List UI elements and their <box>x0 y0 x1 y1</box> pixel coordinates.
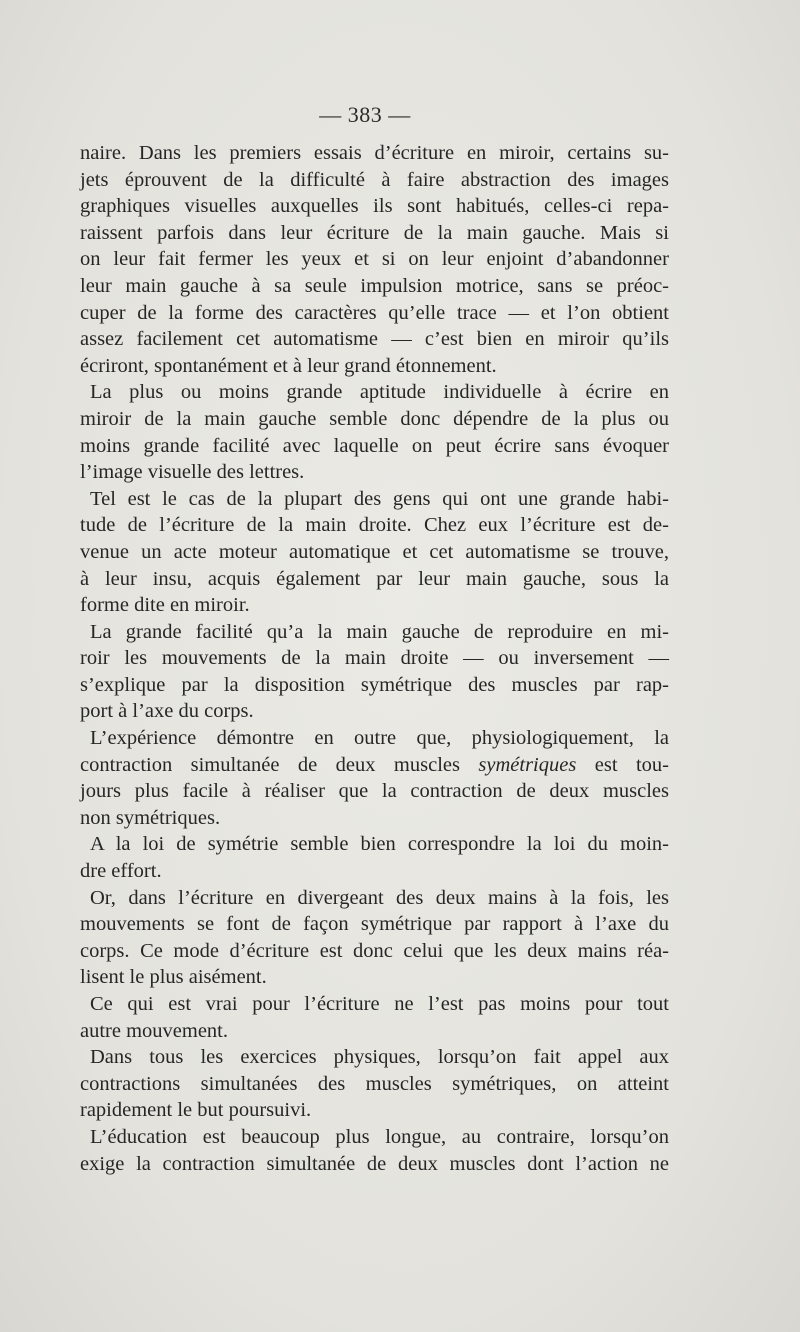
paragraph-7 <box>80 885 669 991</box>
text-line: A la loi de symétrie semble bien correspondre la loi du moin- <box>90 833 669 856</box>
text-line: à leur insu, acquis également par leur main gauche, sous la <box>80 567 669 590</box>
text-line: non symétriques. <box>80 806 221 829</box>
paragraph-6 <box>80 831 669 884</box>
text-line: miroir de la main gauche semble donc dépendre de la plus ou <box>80 407 669 430</box>
paragraph-8 <box>80 991 669 1044</box>
text-line: corps. Ce mode d’écriture est donc celui que les deux mains réa- <box>80 939 669 962</box>
text-line: jours plus facile à réaliser que la contraction de deux muscles <box>80 780 669 803</box>
text-line: autre mouvement. <box>80 1019 229 1042</box>
text-line-with-emphasis <box>80 752 669 779</box>
text-line: dre effort. <box>80 860 162 883</box>
text-line: l’image visuelle des lettres. <box>80 461 305 484</box>
text-segment: est tou- <box>576 753 669 776</box>
text-line: moins grande facilité avec laquelle on peut écrire sans évoquer <box>80 434 669 457</box>
text-segment: contraction simultanée de deux muscles <box>80 753 479 776</box>
paragraph-2 <box>80 379 669 485</box>
text-line: L’éducation est beaucoup plus longue, au contraire, lorsqu’on <box>90 1125 669 1148</box>
emphasis-text: symétriques <box>478 753 577 776</box>
text-line: Tel est le cas de la plupart des gens qui ont une grande habi- <box>90 487 669 510</box>
text-line: écriront, spontanément et à leur grand étonnement. <box>80 354 497 377</box>
text-line: venue un acte moteur automatique et cet automatisme se trouve, <box>80 540 669 563</box>
page-number: — 383 — <box>319 102 411 127</box>
paragraph-10 <box>80 1124 669 1177</box>
paragraph-3 <box>80 486 669 619</box>
text-line: exige la contraction simultanée de deux muscles dont l’action ne <box>80 1152 669 1175</box>
paragraph-4 <box>80 619 669 725</box>
text-line: naire. Dans les premiers essais d’écriture en miroir, certains su- <box>80 142 669 164</box>
text-line: jets éprouvent de la difficulté à faire abstraction des images <box>80 168 669 191</box>
text-line: rapidement le but poursuivi. <box>80 1099 312 1122</box>
text-line: Or, dans l’écriture en divergeant des deux mains à la fois, les <box>90 886 669 909</box>
body-text <box>80 140 669 1177</box>
text-line: Ce qui est vrai pour l’écriture ne l’est pas moins pour tout <box>90 993 669 1015</box>
text-line: graphiques visuelles auxquelles ils sont habitués, celles-ci repa- <box>80 195 669 218</box>
text-line: lisent le plus aisément. <box>80 966 267 989</box>
text-line: roir les mouvements de la main droite — ou inversement — <box>80 647 669 670</box>
paragraph-1 <box>80 140 669 379</box>
text-line: port à l’axe du corps. <box>80 700 254 723</box>
text-line: Dans tous les exercices physiques, lorsqu’on fait appel aux <box>90 1046 669 1069</box>
text-line: La plus ou moins grande aptitude individuelle à écrire en <box>90 381 669 404</box>
paragraph-9 <box>80 1044 669 1124</box>
text-line: mouvements se font de façon symétrique par rapport à l’axe du <box>80 913 669 936</box>
text-line: on leur fait fermer les yeux et si on leur enjoint d’abandonner <box>80 248 669 271</box>
paragraph-5 <box>80 725 669 831</box>
text-line: L’expérience démontre en outre que, physiologiquement, la <box>90 727 669 750</box>
text-line: forme dite en miroir. <box>80 594 250 617</box>
text-line: s’explique par la disposition symétrique des muscles par rap- <box>80 673 669 696</box>
text-line: leur main gauche à sa seule impulsion motrice, sans se préoc- <box>80 274 669 297</box>
text-line: La grande facilité qu’a la main gauche de reproduire en mi- <box>90 620 669 643</box>
text-line: tude de l’écriture de la main droite. Chez eux l’écriture est de- <box>80 514 669 537</box>
text-line: contractions simultanées des muscles symétriques, on atteint <box>80 1072 669 1095</box>
text-line: cuper de la forme des caractères qu’elle trace — et l’on obtient <box>80 301 669 324</box>
text-line: assez facilement cet automatisme — c’est bien en miroir qu’ils <box>80 328 669 351</box>
text-line: raissent parfois dans leur écriture de la main gauche. Mais si <box>80 221 669 244</box>
